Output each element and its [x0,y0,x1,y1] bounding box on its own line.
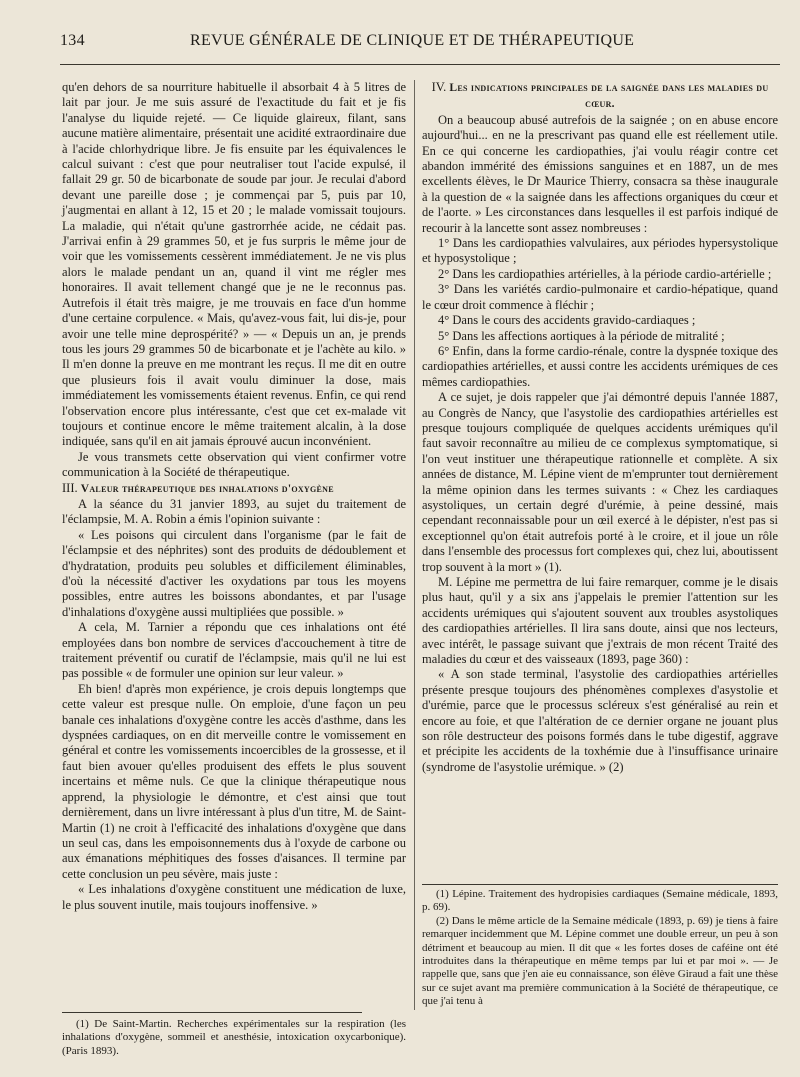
paragraph: A ce sujet, je dois rappeler que j'ai démontré depuis l'année 1887, au Congrès de Nancy, que l'asystolie des cardiopathies artérielles est presque toujours compliquée de quelques accidents urémiques qu'il faut savoir reconnaître au milieu de ce complexus symptomatique, si l'on veut instituer une thérapeutique rationnelle et complète. A six années de distance, M. Lépine vient de m'emprunter tout dernièrement la même opinion dans les termes suivants : « Chez les cardiaques asystoliques, un certain degré d'urémie, à peine dessiné, mais cependant reconnaissable pour un œil exercé à le dépister, n'est pas si exceptionnel qu'on était autrefois porté à le croire, et il joue un rôle dans l'ensemble des processus fort complexes qui, chez lui, aboutissent trop souvent à la mort » (1). [422,390,778,574]
paragraph: Eh bien! d'après mon expérience, je crois depuis longtemps que cette valeur est presque nulle. On emploie, d'une façon un peu banale ces inhalations d'oxygène contre les accès d'asthme, dans les dyspnées cardiaques, on en dit merveille contre le vomissement en général et contre les vomissements incoercibles de la grossesse, et il faut bien avouer qu'elles produisent des effets le plus souvent incertains et même nuls. Ce que la clinique thérapeutique nous apprend, la physiologie le démontre, et c'est ainsi que tout dernièrement, dans un livre intéressant à plus d'un titre, M. de Saint-Martin (1) ne croit à l'efficacité des inhalations d'oxygène que dans un seul cas, dans les empoisonnements dus à l'oxyde de carbone ou aux émanations méphitiques des fosses d'aisances. Il termine par cette conclusion un peu sévère, mais juste : [62,681,406,881]
left-column [62,80,406,913]
footnote: (1) De Saint-Martin. Recherches expérimentales sur la respiration (les inhalations d'oxygène, sommeil et anesthésie, intoxication oxycarbonique). (Paris 1893). [62,1018,406,1057]
footnotes-left [62,1018,406,1058]
section-number: III. [62,480,78,495]
column-divider [414,80,415,1010]
section-title: Les indications principales de la saignée dans les maladies du cœur. [449,82,769,111]
paragraph: On a beaucoup abusé autrefois de la saignée ; on en abuse encore aujourd'hui... en ne la prescrivant pas quand elle est réellement utile. En ce qui concerne les cardiopathies, j'ai voulu réagir contre cet abandon immérité des émissions sanguines et en 1887, un de mes excellents élèves, le Dr Maurice Thierry, consacra sa thèse inaugurale à la question de « la saignée dans les affections organiques du cœur et de l'aorte. » Les circonstances dans lesquelles il est parfois indiqué de recourir à la lancette sont assez nombreuses : [422,112,778,235]
page-header [60,28,780,54]
footnotes-right [422,888,778,1009]
section-heading-iii [62,481,406,497]
quote: « Les poisons qui circulent dans l'organisme (par le fait de l'éclampsie et des néphrites) sont des produits de dédoublement et d'hydratation, produits peu solubles et difficilement éliminables, d'où la nécessité d'activer les oxydations par tous les moyens possibles, entre autres les boissons abondantes, et par l'usage d'inhalations d'oxygène aussi multipliées que possible. » [62,527,406,619]
paragraph: qu'en dehors de sa nourriture habituelle il absorbait 4 à 5 litres de lait par jour. Je me suis assuré de l'exactitude du fait et je fis l'analyse du liquide rejeté. — Ce liquide glaireux, filant, sans aucune matière alimentaire, présentait une acidité extraordinaire due à l'acide chlorhydrique libre. Je fis ensuite par les équivalences le calcul suivant : c'est que pour neutraliser tout l'acide expulsé, il fallait 29 gr. 50 de bicarbonate de soude par jour. Je reculai d'abord devant une pareille dose ; je commençai par 5, puis par 10, j'augmentai en allant à 12, 15 et 20 ; le malade vomissait toujours. La maladie, qui n'était qu'une gastrorrhée acide, ne cédait pas. J'arrivai enfin à 29 grammes 50, et je fus surpris le même jour de voir que les vomissements cessèrent immédiatement. Je ne vis plus alors le malade pendant un an, quand il vint me régler mes honoraires. Il avait tellement changé que je ne le reconnus pas. Autrefois il était très maigre, je me trouvais en face d'un homme d'une certaine corpulence. « Mais, qu'avez-vous fait, lui dis-je, pour avoir une telle mine deprospérité? » — « Depuis un an, je prends tous les jours 29 grammes 50 de bicarbonate et je l'achète au kilo. » Il m'en donne la preuve en me montrant les reçus. Il me dit en outre que plusieurs fois il avait voulu diminuer la dose, mais immédiatement les vomissements étaient revenus. Enfin, ce qui rend l'observation encore plus intéressante, c'est que cet ex-malade vit toujours et continue encore le même traitement alcalin, à la dose indiquée, sans qu'il en ait jamais éprouvé aucun inconvénient. [62,80,406,449]
footnote: (2) Dans le même article de la Semaine médicale (1893, p. 69) je tiens à faire remarquer incidemment que M. Lépine commet une double erreur, un peu à son détriment et beaucoup au mien. Il dit que « les fortes doses de caféine ont été introduites dans la thérapeutique en même temps par lui et par moi ». — Je rappelle que, sans que j'en aie eu connaissance, son élève Giraud a fait une thèse sur ce sujet avant ma première communication à la Société de thérapeutique, ce que j'ai tenu à [422,914,778,1008]
paragraph: Je vous transmets cette observation qui vient confirmer votre communication à la Société de thérapeutique. [62,449,406,480]
section-heading-iv [422,80,778,113]
list-item: 5° Dans les affections aortiques à la période de mitralité ; [438,328,725,343]
quote: « Les inhalations d'oxygène constituent une médication de luxe, le plus souvent inutile, mais toujours inoffensive. » [62,882,406,912]
list-item: 6° Enfin, dans la forme cardio-rénale, contre la dyspnée toxique des cardiopathies artérielles, et aussi contre les accidents urémiques de ces mêmes cardiopathies. [422,343,778,389]
paragraph: A la séance du 31 janvier 1893, au sujet du traitement de l'éclampsie, M. A. Robin a émis l'opinion suivante : [62,496,406,527]
list-item: 4° Dans le cours des accidents gravido-cardiaques ; [438,313,696,328]
footnote-rule-left [62,1012,362,1013]
page-number: 134 [60,32,85,49]
running-title: REVUE GÉNÉRALE DE CLINIQUE ET DE THÉRAPEUTIQUE [190,32,635,49]
section-number: IV. [431,80,447,94]
quote: « A son stade terminal, l'asystolie des cardiopathies artérielles présente presque toujours des phénomènes complexes d'asystolie et d'urémie, parce que le processus scléreux s'est généralisé au rein et encore au foie, et que l'altération de ce dernier organe ne jouant plus son rôle destructeur des poisons formés dans le tube digestif, aggrave et précipite les accidents de la toxhémie due à l'insuffisance urinaire (syndrome de l'asystolie urémique. » (2) [422,667,778,774]
paragraph: M. Lépine me permettra de lui faire remarquer, comme je le disais plus haut, qu'il y a six ans j'appelais le premier l'attention sur les accidents urémiques qui s'ajoutent souvent aux troubles asystoliques des cardiopathies artérielles. Il lira sans doute, ainsi que nos lecteurs, avec intérêt, le passage suivant que j'extrais de mon récent Traité des maladies du cœur et des vaisseaux (1893, page 360) : [422,575,778,667]
paragraph: A cela, M. Tarnier a répondu que ces inhalations ont été employées dans bon nombre de services d'accouchement à titre de traitement préventif ou curatif de l'éclampsie, mais qu'il ne lui est pas possible « de formuler une opinion sur leur valeur. » [62,620,406,681]
header-rule [60,64,780,65]
list-item: 2° Dans les cardiopathies artérielles, à la période cardio-artérielle ; [438,266,772,281]
footnote: (1) Lépine. Traitement des hydropisies cardiaques (Semaine médicale, 1893, p. 69). [422,888,778,914]
right-column [422,80,778,775]
section-title: Valeur thérapeutique des inhalations d'oxygène [80,482,334,495]
footnote-rule-right [422,884,778,885]
list-item: 1° Dans les cardiopathies valvulaires, aux périodes hypersystolique et hyposystolique ; [422,236,778,266]
list-item: 3° Dans les variétés cardio-pulmonaire et cardio-hépatique, quand le cœur droit commence à fléchir ; [422,282,778,312]
